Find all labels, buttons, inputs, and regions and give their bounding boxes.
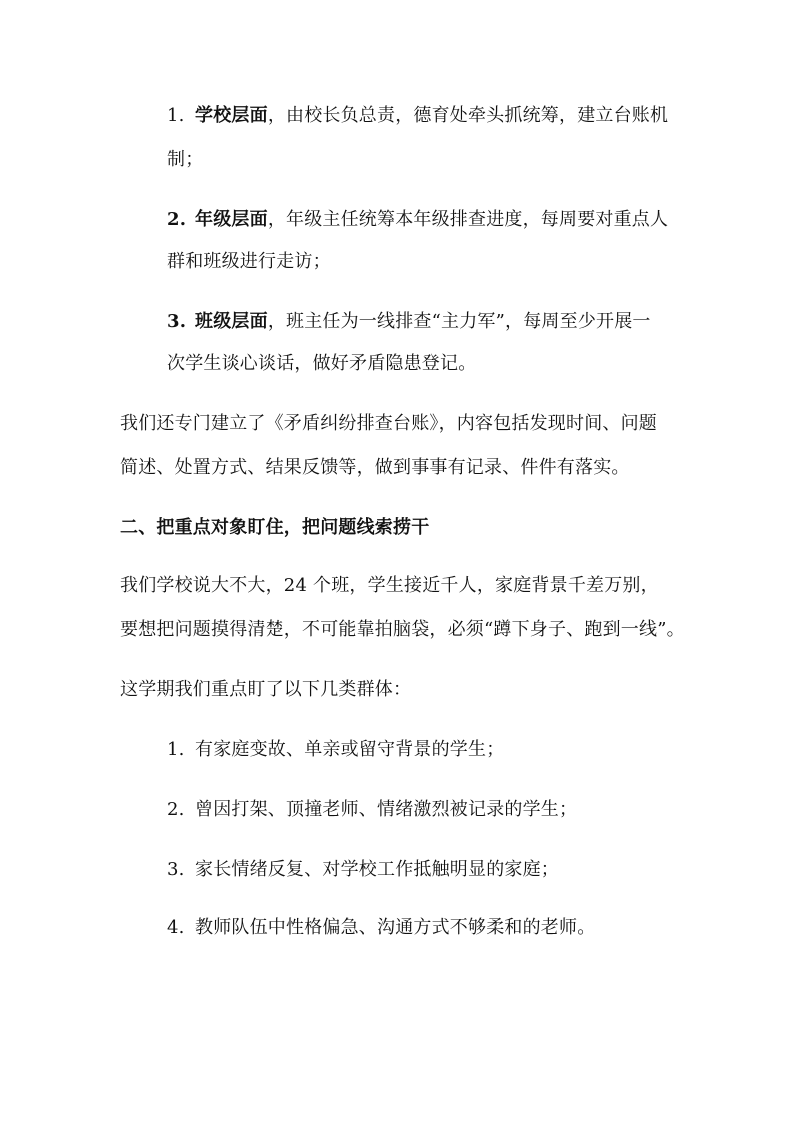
list-number: 3. xyxy=(167,859,185,880)
paragraph-2-line1: 我们学校说大不大，24 个班，学生接近千人，家庭背景千差万别， xyxy=(120,575,659,596)
list-item-1-line1 xyxy=(167,104,668,128)
list-text: ，年级主任统筹本年级排查进度，每周要对重点人 xyxy=(267,209,669,230)
list-text: ，班主任为一线排查“主力军”，每周至少开展一 xyxy=(267,311,651,332)
list-text: ，由校长负总责，德育处牵头抓统筹，建立台账机 xyxy=(267,105,669,126)
list-item-1-line2: 制； xyxy=(167,149,204,170)
list-text: 有家庭变故、单亲或留守背景的学生； xyxy=(195,739,505,760)
section-heading: 二、把重点对象盯住，把问题线索捞干 xyxy=(120,517,430,538)
paragraph-1-line2: 简述、处置方式、结果反馈等，做到事事有记录、件件有落实。 xyxy=(120,457,630,478)
list-number: 4. xyxy=(167,917,185,938)
paragraph-3: 这学期我们重点盯了以下几类群体： xyxy=(120,679,412,700)
list-number: 2. xyxy=(167,799,185,820)
list-item-2-line2: 群和班级进行走访； xyxy=(167,251,331,272)
paragraph-2-line2: 要想把问题摸得清楚，不可能靠拍脑袋，必须“蹲下身子、跑到一线”。 xyxy=(120,619,685,640)
list-text: 家长情绪反复、对学校工作抵触明显的家庭； xyxy=(195,859,559,880)
list-text: 曾因打架、顶撞老师、情绪激烈被记录的学生； xyxy=(195,799,578,820)
group-list-item-2 xyxy=(167,798,577,822)
list-number: 1. xyxy=(167,739,185,760)
group-list-item-4 xyxy=(167,916,595,940)
paragraph-1-line1: 我们还专门建立了《矛盾纠纷排查台账》，内容包括发现时间、问题 xyxy=(120,413,657,434)
list-number: 1. xyxy=(167,105,185,126)
list-keyword: 班级层面 xyxy=(195,311,268,332)
list-item-3-line1 xyxy=(167,310,651,334)
list-keyword: 年级层面 xyxy=(195,209,268,230)
list-number: 3. xyxy=(167,311,187,332)
list-item-2-line1 xyxy=(167,208,668,232)
group-list-item-3 xyxy=(167,858,559,882)
list-keyword: 学校层面 xyxy=(195,105,268,126)
list-number: 2. xyxy=(167,209,187,230)
group-list-item-1 xyxy=(167,738,504,762)
list-item-3-line2: 次学生谈心谈话，做好矛盾隐患登记。 xyxy=(167,353,477,374)
list-text: 教师队伍中性格偏急、沟通方式不够柔和的老师。 xyxy=(195,917,596,938)
